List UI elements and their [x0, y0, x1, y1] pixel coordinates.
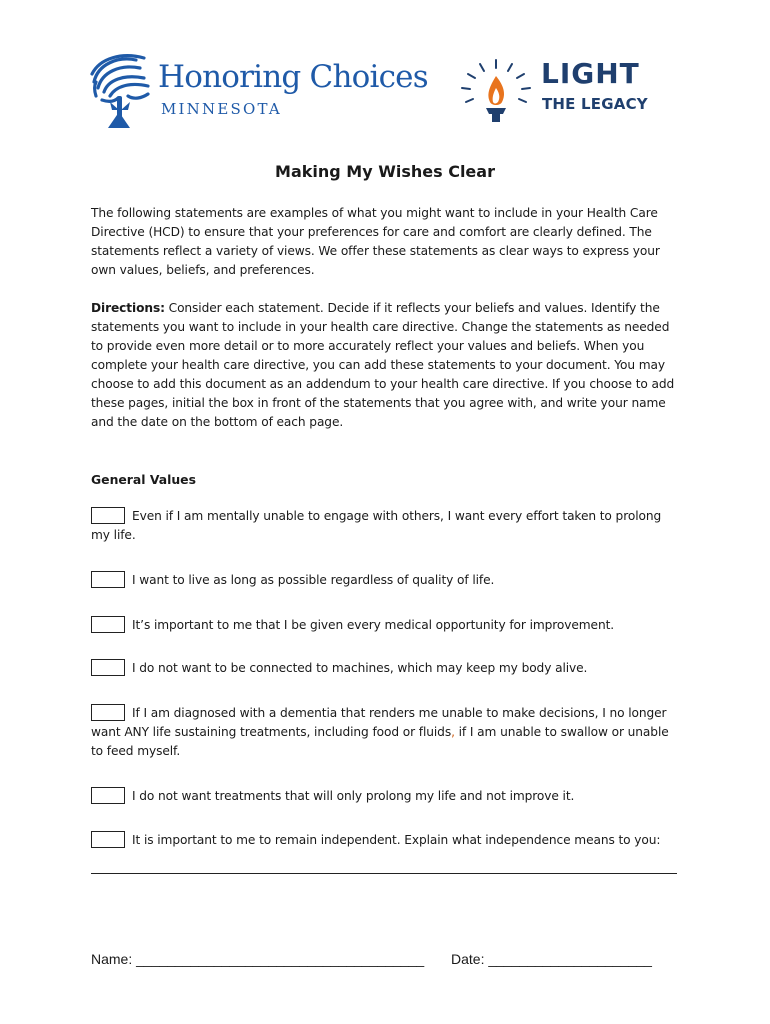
statement-item [91, 659, 681, 678]
statement-item [91, 831, 681, 850]
light-the-legacy-logo [458, 56, 678, 126]
directions-paragraph [91, 299, 681, 432]
directions-text: Consider each statement. Decide if it reflects your beliefs and values. Identify the statements you want to include in your health care directive. Change the statements as needed to provide even more detail or to more accurately reflect your values and beliefs. When you complete your health care directive, you can add these statements to your document. You may choose to add this document as an addendum to your health care directive. If you choose to add these pages, initial the box in front of the statements that you agree with, and write your name and the date on the bottom of each page. [91, 301, 675, 429]
honoring-choices-logo [88, 50, 428, 130]
document-title: Making My Wishes Clear [275, 162, 495, 181]
statement-item [91, 616, 681, 635]
statement-item [91, 787, 681, 806]
name-field[interactable]: Name: _____________________________________ [91, 951, 425, 967]
directions-label: Directions: [91, 301, 165, 315]
statement-text: It is important to me to remain independent. Explain what independence means to you: [132, 833, 661, 847]
statement-text: I want to live as long as possible regardless of quality of life. [132, 573, 495, 587]
statement-item [91, 571, 681, 590]
initial-checkbox[interactable] [91, 704, 125, 721]
section-heading: General Values [91, 472, 196, 487]
honoring-choices-title: Honoring Choices [158, 59, 428, 95]
date-field[interactable]: Date: _____________________ [451, 951, 652, 967]
minnesota-subtitle: MINNESOTA [161, 100, 282, 118]
initial-checkbox[interactable] [91, 616, 125, 633]
light-title: LIGHT [541, 57, 640, 90]
statement-item [91, 507, 681, 545]
statement-text: I do not want to be connected to machines, which may keep my body alive. [132, 661, 588, 675]
the-legacy-subtitle: THE LEGACY [542, 95, 648, 113]
tree-icon [88, 52, 154, 130]
initial-checkbox[interactable] [91, 507, 125, 524]
independence-answer-line[interactable] [91, 873, 677, 874]
intro-paragraph: The following statements are examples of what you might want to include in your Health Care Directive (HCD) to ensure that your preferences for care and comfort are clearly defined. The statements reflect a variety of views. We offer these statements as clear ways to express your own values, beliefs, and preferences. [91, 206, 660, 277]
initial-checkbox[interactable] [91, 571, 125, 588]
initial-checkbox[interactable] [91, 831, 125, 848]
statement-comma: , [451, 725, 455, 739]
initial-checkbox[interactable] [91, 787, 125, 804]
statement-text-continued: if I am unable to swallow or unable to feed myself. [91, 725, 669, 758]
statement-text: Even if I am mentally unable to engage with others, I want every effort taken to prolong my life. [91, 509, 662, 542]
statement-item [91, 704, 681, 761]
initial-checkbox[interactable] [91, 659, 125, 676]
statement-text: I do not want treatments that will only prolong my life and not improve it. [132, 789, 575, 803]
torch-icon [458, 56, 534, 126]
statement-text: If I am diagnosed with a dementia that renders me unable to make decisions, I no longer want ANY life sustaining treatments, including food or fluids [91, 706, 667, 739]
statement-text: It’s important to me that I be given every medical opportunity for improvement. [132, 618, 615, 632]
